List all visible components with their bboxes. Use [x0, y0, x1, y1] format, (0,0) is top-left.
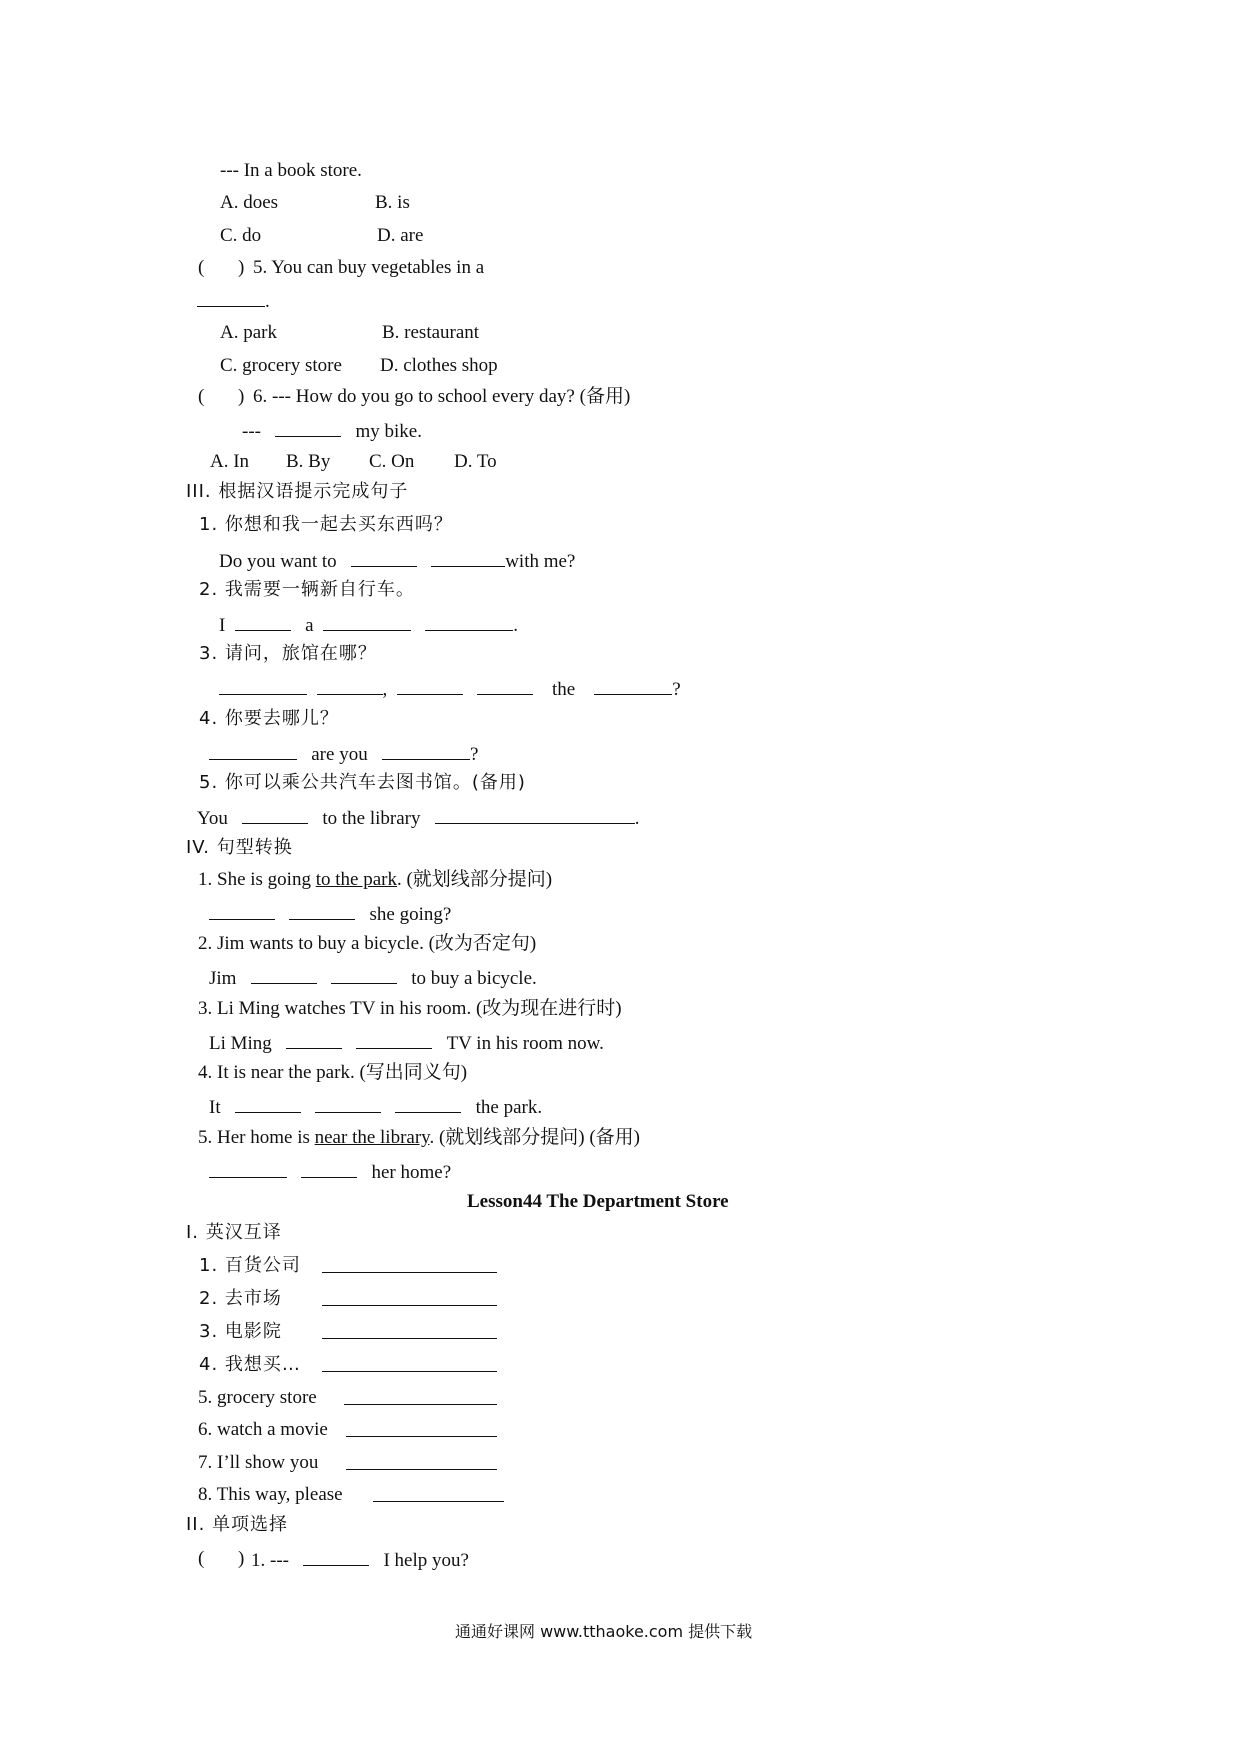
section-3-item-4-answer — [209, 741, 478, 767]
blank — [322, 1254, 497, 1273]
option-d: D. clothes shop — [380, 355, 498, 376]
question-6-tail: my bike. — [355, 421, 422, 442]
translation-item: 2. 去市场 — [199, 1288, 282, 1309]
section-3-item-5-cn: 5. 你可以乘公共汽车去图书馆。(备用) — [199, 772, 526, 793]
translation-blank — [322, 1287, 497, 1313]
prompt-text: TV in his room now. — [446, 1033, 604, 1054]
lesson-section-2-heading: II. 单项选择 — [186, 1514, 289, 1535]
translation-blank — [322, 1320, 497, 1346]
prompt-text: a — [305, 615, 314, 636]
lesson-section-1-heading: I. 英汉互译 — [186, 1222, 282, 1243]
question-mark: ? — [469, 744, 479, 765]
section-3-item-3-answer — [219, 676, 681, 702]
blank — [477, 676, 533, 695]
blank — [356, 1030, 432, 1049]
section-4-q3: 3. Li Ming watches TV in his room. (改为现在进行时) — [198, 998, 622, 1019]
blank — [331, 965, 397, 984]
blank — [351, 548, 417, 567]
blank — [235, 1094, 301, 1113]
section-4-q4-answer — [209, 1094, 542, 1120]
section-4-q2-answer — [209, 965, 537, 991]
prompt-text: the park. — [475, 1097, 543, 1118]
blank — [251, 965, 317, 984]
answer-bracket-open: ( — [198, 1548, 205, 1569]
translation-blank — [346, 1451, 497, 1477]
question-5-stem: 5. You can buy vegetables in a — [253, 257, 485, 278]
blank — [323, 612, 411, 631]
blank — [346, 1418, 497, 1437]
blank — [344, 1386, 497, 1405]
section-4-q5 — [198, 1126, 640, 1150]
option-a: A. does — [220, 192, 279, 213]
translation-item: 1. 百货公司 — [199, 1255, 301, 1276]
section-3-item-4-cn: 4. 你要去哪儿？ — [199, 708, 339, 729]
prompt-text: 5. Her home is — [198, 1127, 315, 1148]
comma: , — [382, 679, 388, 700]
section-4-q1 — [198, 868, 552, 892]
prompt-text: Jim — [209, 968, 237, 989]
prompt-text: she going? — [369, 904, 452, 925]
option-a: A. park — [220, 322, 277, 343]
option-c: C. On — [369, 451, 415, 472]
blank — [322, 1287, 497, 1306]
option-d: D. To — [454, 451, 497, 472]
underlined-phrase: near the library — [314, 1127, 430, 1148]
section-3-item-5-answer — [197, 805, 639, 831]
section-4-q4: 4. It is near the park. (写出同义句) — [198, 1062, 468, 1083]
lesson-section-2-q1 — [251, 1547, 469, 1573]
blank — [219, 676, 307, 695]
period: . — [265, 291, 270, 312]
underlined-phrase: to the park — [315, 869, 397, 890]
translation-item: 3. 电影院 — [199, 1321, 282, 1342]
question-mark: ? — [672, 679, 681, 700]
blank — [594, 676, 672, 695]
option-a: A. In — [210, 451, 250, 472]
prompt-text: You — [197, 808, 228, 829]
blank — [373, 1483, 504, 1502]
prompt-text: 1. She is going — [198, 869, 316, 890]
section-3-heading: III. 根据汉语提示完成句子 — [186, 481, 409, 502]
section-3-item-1-answer — [219, 548, 575, 574]
blank — [242, 805, 308, 824]
page-footer: 通通好课网 www.tthaoke.com 提供下载 — [455, 1622, 753, 1641]
section-3-item-2-answer — [219, 612, 518, 638]
option-c: C. grocery store — [220, 355, 342, 376]
prompt-text: 1. --- — [251, 1550, 289, 1571]
prompt-text: Do you want to — [219, 551, 337, 572]
translation-item: 6. watch a movie — [198, 1419, 328, 1440]
blank — [235, 612, 291, 631]
prompt-text: to the library — [322, 808, 421, 829]
translation-item: 5. grocery store — [198, 1387, 317, 1408]
prompt-text: the — [552, 679, 576, 700]
blank — [286, 1030, 342, 1049]
question-6-answer-line — [242, 418, 422, 444]
answer-bracket-open: ( — [198, 386, 205, 407]
translation-item: 4. 我想买… — [199, 1354, 301, 1375]
option-b: B. restaurant — [382, 322, 480, 343]
lesson-title: Lesson44 The Department Store — [467, 1191, 729, 1212]
blank — [435, 805, 635, 824]
question-6-stem: 6. --- How do you go to school every day? (备用) — [253, 386, 631, 407]
dash: --- — [242, 421, 261, 442]
answer-bracket-close: ) — [238, 386, 245, 407]
answer-bracket-open: ( — [198, 257, 205, 278]
blank — [301, 1159, 357, 1178]
option-b: B. is — [375, 192, 410, 213]
blank — [425, 612, 513, 631]
blank — [397, 676, 463, 695]
prompt-text: . (就划线部分提问) — [396, 869, 553, 890]
translation-blank — [322, 1254, 497, 1280]
translation-item: 8. This way, please — [198, 1484, 343, 1505]
translation-blank — [346, 1418, 497, 1444]
prompt-text: to buy a bicycle. — [411, 968, 537, 989]
option-b: B. By — [286, 451, 331, 472]
option-d: D. are — [377, 225, 424, 246]
blank — [382, 741, 470, 760]
prompt-text: I help you? — [383, 1550, 469, 1571]
answer-line: --- In a book store. — [220, 160, 362, 181]
translation-blank — [373, 1483, 504, 1509]
translation-blank — [344, 1386, 497, 1412]
translation-item: 7. I’ll show you — [198, 1452, 319, 1473]
blank — [317, 676, 383, 695]
question-5-blank-line — [197, 288, 270, 314]
section-4-q1-answer — [209, 901, 451, 927]
blank — [275, 418, 341, 437]
blank — [289, 901, 355, 920]
prompt-text: It — [209, 1097, 221, 1118]
prompt-text: are you — [311, 744, 368, 765]
blank — [303, 1547, 369, 1566]
blank — [197, 288, 265, 307]
prompt-text: Li Ming — [209, 1033, 272, 1054]
answer-bracket-close: ) — [238, 257, 245, 278]
option-c: C. do — [220, 225, 262, 246]
prompt-text: . (就划线部分提问) (备用) — [429, 1127, 641, 1148]
blank — [315, 1094, 381, 1113]
blank — [322, 1320, 497, 1339]
section-4-heading: IV. 句型转换 — [186, 837, 293, 858]
section-3-item-3-cn: 3. 请问，旅馆在哪？ — [199, 643, 377, 664]
section-4-q3-answer — [209, 1030, 604, 1056]
blank — [431, 548, 505, 567]
blank — [395, 1094, 461, 1113]
blank — [322, 1353, 497, 1372]
blank — [346, 1451, 497, 1470]
section-4-q5-answer — [209, 1159, 451, 1185]
period: . — [513, 615, 519, 636]
section-3-item-2-cn: 2. 我需要一辆新自行车。 — [199, 579, 415, 600]
period: . — [634, 808, 640, 829]
section-4-q2: 2. Jim wants to buy a bicycle. (改为否定句) — [198, 933, 537, 954]
blank — [209, 901, 275, 920]
section-3-item-1-cn: 1. 你想和我一起去买东西吗？ — [199, 514, 453, 535]
translation-blank — [322, 1353, 497, 1379]
blank — [209, 741, 297, 760]
prompt-text: her home? — [371, 1162, 452, 1183]
prompt-text: I — [219, 615, 226, 636]
blank — [209, 1159, 287, 1178]
answer-bracket-close: ) — [238, 1548, 245, 1569]
prompt-text: with me? — [505, 551, 576, 572]
